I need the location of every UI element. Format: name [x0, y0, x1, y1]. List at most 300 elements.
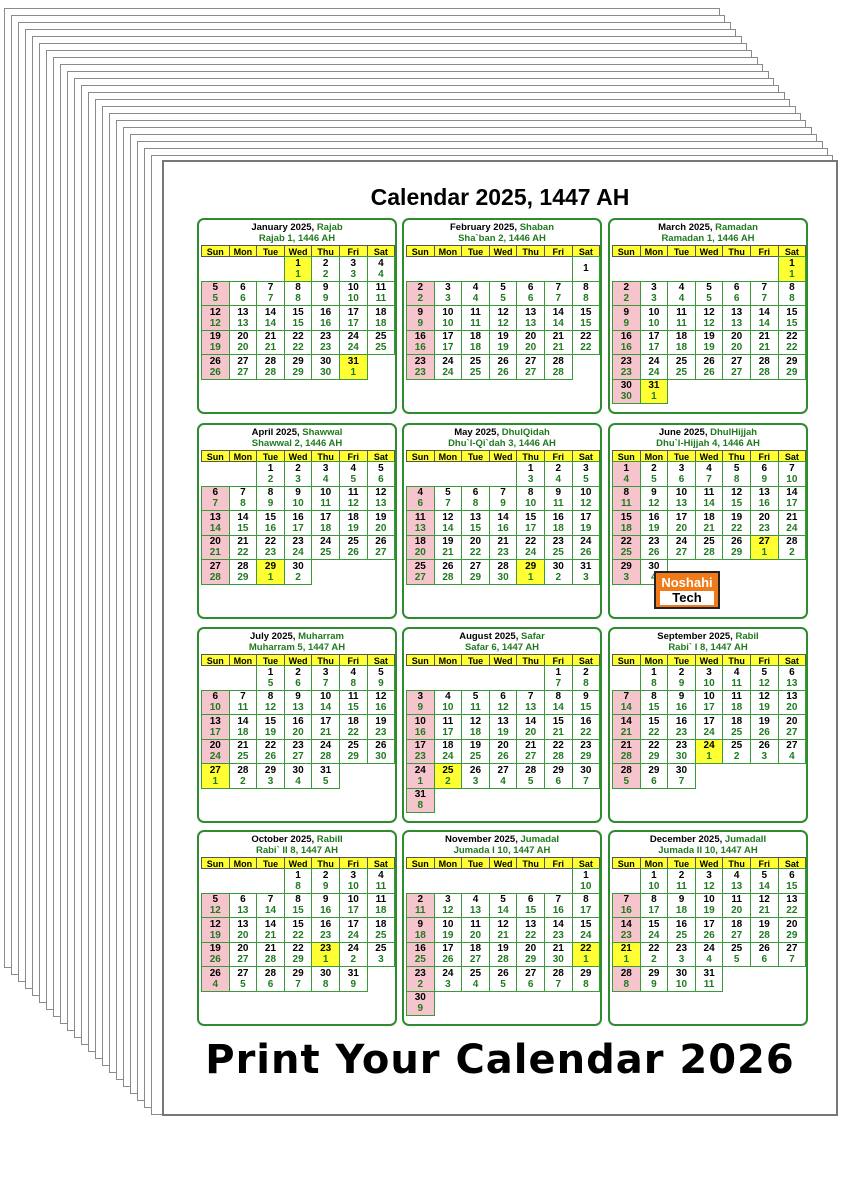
day-cell: [516, 510, 545, 536]
gregorian-day: 11: [676, 306, 687, 318]
day-cell: [201, 917, 230, 943]
day-cell: [667, 281, 696, 307]
hijri-day: 5: [350, 473, 357, 485]
month-header: [404, 427, 600, 449]
hijri-day: 29: [786, 929, 798, 941]
gregorian-day: 9: [678, 691, 685, 703]
day-cell: [516, 942, 545, 968]
hijri-day: 15: [648, 702, 660, 714]
hijri-day: 21: [552, 342, 564, 354]
gregorian-day: 19: [442, 536, 454, 548]
hijri-day: 28: [703, 547, 715, 559]
gregorian-day: 12: [469, 715, 482, 727]
empty-cell: [489, 461, 518, 487]
hijri-day: 6: [527, 978, 534, 990]
day-cell: [339, 714, 368, 740]
day-cell: [750, 665, 779, 691]
weekday-header: Thu: [722, 654, 751, 666]
hijri-day: 25: [375, 929, 387, 941]
hijri-day: 1: [322, 954, 329, 966]
empty-cell: [489, 868, 518, 894]
day-cell: [489, 330, 518, 356]
weekday-header: Sun: [201, 857, 230, 869]
month-header: [404, 834, 600, 856]
empty-cell: [229, 868, 258, 894]
gregorian-day: 14: [758, 306, 770, 318]
gregorian-day: 23: [675, 943, 688, 955]
gregorian-day: 9: [555, 487, 562, 499]
hijri-day: 30: [320, 366, 332, 378]
hijri-day: 10: [347, 293, 359, 305]
day-cell: [311, 739, 340, 765]
hijri-day: 29: [469, 571, 482, 583]
weekday-header: Sun: [201, 245, 230, 257]
hijri-day: 20: [731, 905, 743, 917]
gregorian-day: 15: [292, 306, 304, 318]
month-title: [199, 834, 395, 845]
day-grid: [613, 654, 806, 789]
hijri-day: 17: [209, 726, 221, 738]
day-cell: [612, 461, 641, 487]
day-cell: [434, 763, 463, 789]
day-cell: [516, 281, 545, 307]
day-cell: [612, 893, 641, 919]
gregorian-day: 26: [758, 740, 770, 752]
day-cell: [339, 510, 368, 536]
day-cell: [339, 665, 368, 691]
gregorian-day: 26: [703, 355, 715, 367]
gregorian-day: 24: [347, 331, 359, 343]
gregorian-day: 16: [675, 918, 688, 930]
gregorian-day: 11: [470, 306, 481, 318]
day-cell: [311, 942, 340, 968]
hijri-day: 6: [295, 677, 301, 689]
day-cell: [229, 763, 258, 789]
day-cell: [544, 510, 573, 536]
day-cell: [284, 966, 313, 992]
day-cell: [612, 917, 641, 943]
gregorian-day: 19: [731, 511, 743, 523]
hijri-day: 4: [789, 751, 795, 763]
weekday-header: Fri: [750, 245, 779, 257]
weekday-header: Sat: [367, 245, 396, 257]
gregorian-day: 24: [703, 740, 715, 752]
hijri-day: 9: [500, 498, 506, 510]
day-cell: [406, 942, 435, 968]
day-cell: [406, 739, 435, 765]
hijri-day: 23: [375, 726, 387, 738]
month-title: [404, 631, 600, 642]
day-cell: [229, 893, 258, 919]
hijri-day: 22: [347, 726, 359, 738]
month-header: [404, 222, 600, 244]
day-cell: [722, 917, 751, 943]
hijri-day: 16: [264, 522, 277, 534]
day-cell: [516, 739, 545, 765]
gregorian-month-title: February 2025,: [449, 222, 518, 233]
hijri-day: 13: [469, 905, 482, 917]
day-cell: [722, 739, 751, 765]
hijri-day: 13: [731, 317, 743, 329]
hijri-day: 18: [320, 522, 332, 534]
gregorian-day: 2: [583, 666, 589, 678]
gregorian-day: 1: [651, 666, 657, 678]
gregorian-day: 27: [525, 355, 537, 367]
hijri-month-name: JumadaI: [520, 834, 560, 845]
gregorian-day: 1: [789, 257, 795, 269]
day-cell: [516, 461, 545, 487]
month-header: [199, 427, 395, 449]
gregorian-day: 25: [347, 740, 359, 752]
hijri-day: 12: [758, 677, 770, 689]
day-cell: [311, 486, 340, 512]
empty-cell: [516, 256, 545, 282]
footer-banner: Print Your Calendar 2026: [205, 1037, 795, 1083]
weekday-header: Sat: [367, 857, 396, 869]
day-cell: [284, 354, 313, 380]
hijri-month-name: RabiI: [735, 631, 759, 642]
gregorian-day: 23: [620, 355, 632, 367]
day-cell: [284, 763, 313, 789]
hijri-day: 23: [758, 522, 770, 534]
day-cell: [284, 559, 313, 585]
hijri-day: 18: [731, 702, 743, 714]
hijri-day: 10: [442, 317, 454, 329]
gregorian-day: 5: [445, 487, 451, 499]
day-cell: [612, 714, 641, 740]
gregorian-day: 4: [378, 257, 384, 269]
hijri-day: 20: [731, 342, 743, 354]
hijri-day: 16: [414, 726, 426, 738]
gregorian-day: 9: [322, 282, 329, 294]
gregorian-day: 22: [580, 943, 592, 955]
hijri-day: 20: [525, 342, 537, 354]
day-cell: [778, 690, 807, 716]
gregorian-day: 28: [552, 355, 564, 367]
gregorian-day: 27: [469, 560, 482, 572]
gregorian-day: 22: [580, 331, 592, 343]
day-cell: [544, 966, 573, 992]
hijri-day: 24: [703, 726, 715, 738]
day-cell: [339, 942, 368, 968]
day-cell: [229, 510, 258, 536]
day-cell: [461, 763, 490, 789]
hijri-day: 12: [209, 317, 221, 329]
hijri-day: 2: [623, 293, 630, 305]
day-cell: [612, 690, 641, 716]
gregorian-day: 17: [442, 943, 454, 955]
hijri-day: 19: [703, 905, 715, 917]
gregorian-day: 6: [789, 666, 795, 678]
gregorian-day: 19: [209, 331, 221, 343]
weekday-header: Sun: [612, 654, 641, 666]
empty-cell: [434, 868, 463, 894]
day-cell: [695, 966, 724, 992]
day-cell: [750, 510, 779, 536]
weekday-header: Mon: [640, 450, 669, 462]
hijri-day: 6: [378, 473, 384, 485]
day-cell: [572, 486, 601, 512]
weekday-header: Mon: [640, 654, 669, 666]
day-cell: [201, 690, 230, 716]
day-cell: [572, 893, 601, 919]
gregorian-day: 25: [442, 764, 454, 776]
gregorian-day: 27: [731, 355, 743, 367]
gregorian-day: 16: [320, 918, 332, 930]
month-header: [610, 834, 806, 856]
gregorian-day: 18: [675, 331, 688, 343]
gregorian-day: 16: [414, 943, 426, 955]
month-title: [404, 222, 600, 233]
day-cell: [667, 714, 696, 740]
hijri-day: 16: [758, 498, 770, 510]
weekday-header: Fri: [750, 654, 779, 666]
empty-cell: [406, 461, 435, 487]
gregorian-day: 12: [758, 894, 770, 906]
gregorian-day: 18: [469, 331, 482, 343]
gregorian-month-title: January 2025,: [251, 222, 315, 233]
empty-cell: [229, 665, 258, 691]
day-cell: [544, 559, 573, 585]
gregorian-day: 10: [347, 894, 359, 906]
weekday-header: Mon: [229, 654, 258, 666]
hijri-day: 4: [378, 268, 384, 280]
hijri-day: 22: [731, 522, 743, 534]
hijri-day: 15: [469, 522, 482, 534]
weekday-header: Tue: [461, 654, 490, 666]
day-cell: [339, 739, 368, 765]
weekday-header: Thu: [311, 450, 340, 462]
day-cell: [640, 942, 669, 968]
day-cell: [544, 714, 573, 740]
hijri-day: 18: [375, 905, 387, 917]
hijri-day: 8: [472, 498, 479, 510]
hijri-day: 8: [295, 293, 301, 305]
hijri-day: 24: [442, 366, 454, 378]
hijri-day: 6: [267, 978, 274, 990]
gregorian-day: 3: [651, 282, 657, 294]
day-cell: [722, 942, 751, 968]
gregorian-day: 15: [786, 306, 798, 318]
weekday-header: Thu: [722, 245, 751, 257]
day-cell: [695, 917, 724, 943]
gregorian-day: 29: [552, 764, 564, 776]
hijri-day: 27: [525, 751, 537, 763]
day-cell: [461, 714, 490, 740]
month-header: [199, 834, 395, 856]
weekday-header: Mon: [434, 245, 463, 257]
gregorian-day: 8: [295, 282, 301, 294]
day-cell: [572, 966, 601, 992]
gregorian-day: 7: [500, 487, 506, 499]
weekday-header: Mon: [640, 857, 669, 869]
hijri-day: 19: [497, 726, 509, 738]
gregorian-day: 11: [442, 715, 454, 727]
gregorian-day: 20: [525, 331, 537, 343]
day-cell: [229, 559, 258, 585]
weekday-header: Fri: [339, 450, 368, 462]
day-cell: [640, 281, 669, 307]
weekday-header: Wed: [695, 245, 724, 257]
gregorian-day: 16: [320, 306, 332, 318]
day-cell: [695, 893, 724, 919]
hijri-day: 3: [761, 751, 768, 763]
gregorian-day: 24: [442, 967, 454, 979]
day-cell: [612, 305, 641, 331]
gregorian-day: 10: [648, 306, 660, 318]
gregorian-day: 13: [786, 894, 798, 906]
day-cell: [256, 510, 285, 536]
gregorian-day: 14: [786, 487, 798, 499]
gregorian-day: 22: [292, 331, 304, 343]
day-cell: [434, 305, 463, 331]
hijri-day: 11: [676, 880, 687, 892]
weekday-header: Thu: [516, 654, 545, 666]
gregorian-day: 23: [320, 943, 332, 955]
hijri-day: 15: [786, 880, 798, 892]
gregorian-day: 6: [212, 487, 219, 499]
empty-cell: [461, 868, 490, 894]
gregorian-day: 2: [322, 257, 329, 269]
hijri-subtitle: Shawwal 2, 1446 AH: [251, 438, 343, 449]
hijri-day: 3: [445, 978, 451, 990]
day-cell: [640, 461, 669, 487]
empty-cell: [612, 868, 641, 894]
gregorian-day: 4: [733, 666, 740, 678]
hijri-day: 23: [414, 366, 426, 378]
gregorian-day: 4: [378, 869, 384, 881]
gregorian-day: 4: [678, 282, 685, 294]
day-cell: [722, 305, 751, 331]
gregorian-day: 29: [525, 560, 537, 572]
day-cell: [640, 486, 669, 512]
hijri-day: 2: [445, 775, 451, 787]
hijri-day: 9: [322, 293, 329, 305]
weekday-header: Sat: [778, 450, 807, 462]
hijri-day: 24: [292, 547, 304, 559]
hijri-day: 6: [761, 954, 768, 966]
hijri-day: 23: [264, 547, 277, 559]
hijri-day: 3: [623, 571, 630, 583]
hijri-day: 30: [620, 391, 632, 403]
day-cell: [229, 354, 258, 380]
day-cell: [461, 305, 490, 331]
hijri-day: 13: [525, 317, 537, 329]
gregorian-day: 25: [703, 536, 715, 548]
gregorian-day: 24: [320, 740, 332, 752]
hijri-day: 28: [758, 366, 770, 378]
gregorian-day: 13: [758, 487, 770, 499]
gregorian-day: 17: [347, 306, 359, 318]
hijri-day: 20: [237, 342, 249, 354]
day-cell: [311, 461, 340, 487]
gregorian-day: 1: [651, 869, 657, 881]
weekday-header: Sun: [612, 857, 641, 869]
hijri-subtitle: Muharram 5, 1447 AH: [248, 642, 346, 653]
day-cell: [284, 281, 313, 307]
day-cell: [750, 305, 779, 331]
gregorian-day: 7: [623, 691, 630, 703]
empty-cell: [461, 665, 490, 691]
gregorian-day: 27: [786, 943, 798, 955]
weekday-header: Fri: [544, 450, 573, 462]
day-cell: [434, 535, 463, 561]
month-title: [610, 631, 806, 642]
gregorian-day: 7: [761, 282, 768, 294]
day-cell: [572, 714, 601, 740]
hijri-day: 9: [267, 498, 274, 510]
empty-cell: [516, 665, 545, 691]
day-cell: [406, 510, 435, 536]
day-grid: [202, 245, 395, 380]
day-cell: [256, 917, 285, 943]
gregorian-day: 2: [295, 666, 301, 678]
day-cell: [544, 917, 573, 943]
empty-cell: [489, 256, 518, 282]
hijri-day: 7: [555, 293, 562, 305]
weekday-header: Sun: [406, 245, 435, 257]
gregorian-day: 21: [264, 331, 277, 343]
hijri-day: 11: [731, 677, 742, 689]
gregorian-day: 4: [706, 462, 712, 474]
hijri-day: 29: [731, 547, 743, 559]
hijri-day: 2: [417, 293, 424, 305]
hijri-day: 14: [320, 702, 332, 714]
weekday-header: Wed: [284, 245, 313, 257]
gregorian-day: 22: [786, 331, 798, 343]
gregorian-day: 5: [212, 282, 219, 294]
hijri-day: 2: [733, 751, 740, 763]
gregorian-day: 27: [758, 536, 770, 548]
gregorian-day: 7: [623, 894, 630, 906]
hijri-day: 9: [651, 978, 657, 990]
hijri-day: 9: [761, 473, 768, 485]
empty-cell: [612, 665, 641, 691]
gregorian-day: 7: [240, 691, 246, 703]
gregorian-day: 21: [237, 536, 249, 548]
hijri-day: 26: [442, 954, 454, 966]
day-cell: [339, 893, 368, 919]
hijri-day: 29: [292, 366, 304, 378]
weekday-header: Tue: [461, 857, 490, 869]
gregorian-day: 12: [758, 691, 770, 703]
empty-cell: [406, 868, 435, 894]
day-cell: [434, 893, 463, 919]
hijri-day: 3: [651, 293, 657, 305]
hijri-day: 25: [320, 547, 332, 559]
gregorian-day: 26: [731, 536, 743, 548]
hijri-day: 20: [375, 522, 387, 534]
day-cell: [434, 510, 463, 536]
gregorian-day: 29: [648, 967, 660, 979]
gregorian-day: 25: [414, 560, 426, 572]
day-cell: [339, 690, 368, 716]
hijri-day: 26: [209, 954, 221, 966]
hijri-day: 15: [525, 905, 537, 917]
gregorian-day: 23: [414, 967, 426, 979]
gregorian-day: 23: [552, 536, 564, 548]
day-cell: [572, 690, 601, 716]
month-block: [608, 627, 808, 823]
gregorian-day: 11: [731, 894, 742, 906]
day-cell: [489, 486, 518, 512]
hijri-day: 23: [620, 929, 632, 941]
hijri-day: 17: [648, 342, 660, 354]
gregorian-day: 28: [620, 967, 632, 979]
hijri-day: 8: [651, 677, 657, 689]
day-cell: [406, 486, 435, 512]
gregorian-day: 18: [347, 715, 359, 727]
